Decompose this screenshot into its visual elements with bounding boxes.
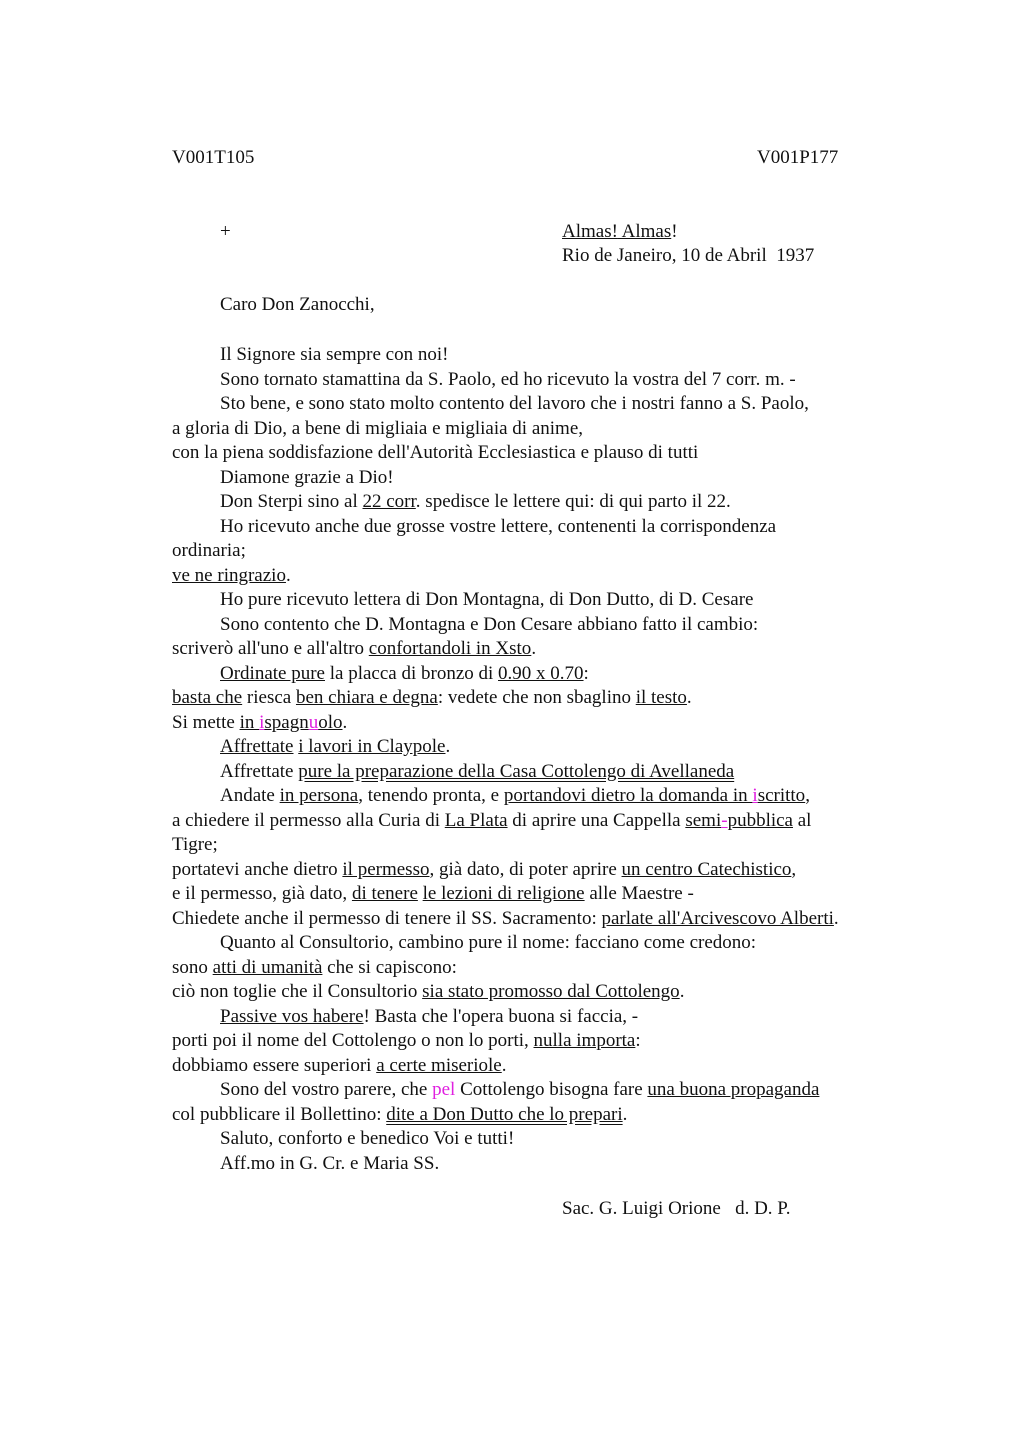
letter-line bbox=[220, 343, 448, 367]
text-segment: , bbox=[805, 785, 810, 806]
letter-line bbox=[172, 637, 536, 661]
emphasized-text: olo bbox=[318, 712, 343, 733]
letter-line bbox=[172, 417, 583, 441]
text-segment: riesca bbox=[242, 687, 296, 708]
text-segment: scriverò all'uno e all'altro bbox=[172, 638, 369, 659]
motto-part: Almas bbox=[617, 221, 672, 242]
text-segment: alle Maestre - bbox=[584, 883, 694, 904]
text-segment: Si mette bbox=[172, 712, 240, 733]
text-segment: Sto bene, e sono stato molto contento del lavoro che i nostri fanno a S. Paolo, bbox=[220, 393, 809, 414]
document-code-right: V001P177 bbox=[757, 147, 839, 168]
emphasized-text: dite a Don Dutto che lo prepari bbox=[386, 1104, 623, 1125]
text-segment: . bbox=[531, 638, 537, 659]
letter-line bbox=[172, 1029, 641, 1053]
letter-line bbox=[220, 515, 776, 539]
text-segment: . bbox=[445, 736, 451, 757]
letter-line bbox=[220, 735, 450, 759]
text-segment: Il Signore sia sempre con noi! bbox=[220, 344, 449, 365]
text-segment: . bbox=[686, 687, 692, 708]
emphasized-text: u bbox=[308, 712, 319, 733]
emphasized-text: confortandoli in Xsto bbox=[368, 638, 532, 659]
letter-line bbox=[220, 490, 731, 514]
emphasized-text: a certe miseriole bbox=[376, 1055, 502, 1076]
text-segment: Andate bbox=[220, 785, 280, 806]
emphasized-text: il testo bbox=[635, 687, 687, 708]
text-segment: Ho pure ricevuto lettera di Don Montagna, di Don Dutto, di D. Cesare bbox=[220, 589, 754, 610]
text-segment: Affrettate bbox=[220, 761, 299, 782]
text-segment: , già dato, di poter aprire bbox=[429, 859, 622, 880]
text-segment: la placca di bronzo di bbox=[324, 663, 499, 684]
emphasized-text: una buona propaganda bbox=[647, 1079, 820, 1100]
emphasized-text: in bbox=[239, 712, 260, 733]
text-segment: a chiedere il permesso alla Curia di bbox=[172, 810, 445, 831]
letter-line bbox=[172, 956, 457, 980]
emphasized-text: nulla importa bbox=[533, 1030, 636, 1051]
emphasized-text: portandovi dietro la domanda in bbox=[503, 785, 753, 806]
letter-line bbox=[172, 539, 246, 563]
text-segment: al bbox=[793, 810, 812, 831]
emphasized-text: atti di umanità bbox=[212, 957, 323, 978]
salutation: Caro Don Zanocchi, bbox=[220, 294, 375, 315]
emphasized-text: pubblica bbox=[727, 810, 793, 831]
text-segment: dobbiamo essere superiori bbox=[172, 1055, 377, 1076]
emphasized-text: i bbox=[259, 712, 265, 733]
emphasized-text: in persona bbox=[279, 785, 359, 806]
letter-line bbox=[172, 833, 218, 857]
letter-line bbox=[220, 368, 796, 392]
document-code-left: V001T105 bbox=[172, 147, 255, 168]
text-segment: ordinaria; bbox=[172, 540, 246, 561]
letter-line bbox=[172, 980, 684, 1004]
signature: Sac. G. Luigi Orione d. D. P. bbox=[562, 1198, 791, 1219]
emphasized-text: sia stato promosso dal Cottolengo bbox=[422, 981, 680, 1002]
text-segment: Ho ricevuto anche due grosse vostre lettere, contenenti la corrispondenza bbox=[220, 516, 777, 537]
letter-line bbox=[172, 882, 694, 906]
text-segment: , bbox=[791, 859, 797, 880]
emphasized-text: Affrettate bbox=[220, 736, 294, 757]
text-segment: portatevi anche dietro bbox=[172, 859, 343, 880]
text-segment: Don Sterpi sino al bbox=[220, 491, 363, 512]
emphasized-text: i lavori in Claypole bbox=[298, 736, 446, 757]
emphasized-text: 22 corr bbox=[362, 491, 416, 512]
emphasized-text: basta che bbox=[172, 687, 243, 708]
letter-line bbox=[220, 466, 394, 490]
emphasized-text: ben chiara e degna bbox=[295, 687, 438, 708]
letter-line bbox=[220, 760, 734, 784]
text-segment: Tigre; bbox=[172, 834, 218, 855]
text-segment: ! Basta che l'opera buona si faccia, - bbox=[363, 1006, 639, 1027]
emphasized-text: parlate all'Arcivescovo Alberti bbox=[601, 908, 834, 929]
letter-line bbox=[172, 564, 291, 588]
emphasized-text: pure la preparazione della Casa Cottolengo di Avellaneda bbox=[298, 761, 735, 782]
emphasized-text: Ordinate pure bbox=[220, 663, 325, 684]
emphasized-text: spagn bbox=[264, 712, 309, 733]
letter-line bbox=[220, 662, 589, 686]
text-segment: Cottolengo bisogna fare bbox=[455, 1079, 648, 1100]
emphasized-text: le lezioni di religione bbox=[422, 883, 585, 904]
text-segment: . bbox=[342, 712, 348, 733]
emphasized-text: ve ne ringrazio bbox=[172, 565, 286, 586]
motto-part: Almas! bbox=[562, 221, 618, 242]
text-segment: con la piena soddisfazione dell'Autorità Ecclesiastica e plauso di tutti bbox=[172, 442, 699, 463]
letter-line bbox=[220, 392, 809, 416]
text-segment: Aff.mo in G. Cr. e Maria SS. bbox=[220, 1153, 440, 1174]
letter-line bbox=[172, 441, 698, 465]
letter-line bbox=[172, 858, 796, 882]
text-segment: Sono del vostro parere, che bbox=[220, 1079, 433, 1100]
text-segment: a gloria di Dio, a bene di migliaia e migliaia di anime, bbox=[172, 418, 584, 439]
letter-line bbox=[172, 809, 811, 833]
text-segment: sono bbox=[172, 957, 213, 978]
text-segment: Chiedete anche il permesso di tenere il SS. Sacramento: bbox=[172, 908, 602, 929]
emphasized-text: 0.90 x 0.70 bbox=[498, 663, 584, 684]
text-segment: : bbox=[583, 663, 589, 684]
letter-line bbox=[220, 1127, 514, 1151]
emphasized-text: pel bbox=[432, 1079, 456, 1100]
text-segment: . bbox=[622, 1104, 628, 1125]
emphasized-text: di tenere bbox=[351, 883, 418, 904]
emphasized-text: il permesso bbox=[342, 859, 430, 880]
text-segment: ciò non toglie che il Consultorio bbox=[172, 981, 423, 1002]
text-segment: Quanto al Consultorio, cambino pure il nome: facciano come credono: bbox=[220, 932, 757, 953]
text-segment: Diamone grazie a Dio! bbox=[220, 467, 394, 488]
letter-line bbox=[172, 711, 347, 735]
text-segment: . bbox=[285, 565, 291, 586]
text-segment: , tenendo pronta, e bbox=[358, 785, 504, 806]
text-segment: Saluto, conforto e benedico Voi e tutti! bbox=[220, 1128, 515, 1149]
letter-line bbox=[220, 1078, 819, 1102]
text-segment: col pubblicare il Bollettino: bbox=[172, 1104, 387, 1125]
text-segment: Sono tornato stamattina da S. Paolo, ed ho ricevuto la vostra del 7 corr. m. - bbox=[220, 369, 796, 390]
text-segment: e il permesso, già dato, bbox=[172, 883, 352, 904]
emphasized-text: - bbox=[721, 810, 728, 831]
text-segment: : vedete che non sbaglino bbox=[437, 687, 636, 708]
letter-line bbox=[220, 784, 810, 808]
text-segment: . spedisce le lettere qui: di qui parto il 22. bbox=[415, 491, 731, 512]
emphasized-text: un centro Catechistico bbox=[621, 859, 792, 880]
emphasized-text: scritto bbox=[757, 785, 806, 806]
motto-part: ! bbox=[671, 221, 678, 242]
text-segment: . bbox=[501, 1055, 507, 1076]
motto bbox=[562, 221, 678, 243]
emphasized-text: Passive vos habere bbox=[220, 1006, 364, 1027]
letter-line bbox=[172, 1103, 627, 1127]
letter-line bbox=[220, 588, 753, 612]
letter-line bbox=[220, 613, 758, 637]
letter-line bbox=[220, 1152, 439, 1176]
text-segment: Sono contento che D. Montagna e Don Cesare abbiano fatto il cambio: bbox=[220, 614, 759, 635]
letter-line bbox=[172, 686, 692, 710]
cross-mark: + bbox=[220, 221, 231, 242]
place-date: Rio de Janeiro, 10 de Abril 1937 bbox=[562, 245, 815, 266]
text-segment: : bbox=[635, 1030, 641, 1051]
letter-line bbox=[172, 1054, 507, 1078]
emphasized-text: semi bbox=[685, 810, 722, 831]
letter-line bbox=[220, 931, 756, 955]
text-segment: che si capiscono: bbox=[322, 957, 457, 978]
emphasized-text: La Plata bbox=[444, 810, 508, 831]
emphasized-text: i bbox=[752, 785, 758, 806]
letter-line bbox=[220, 1005, 638, 1029]
text-segment: . bbox=[679, 981, 685, 1002]
text-segment: . bbox=[833, 908, 839, 929]
text-segment: porti poi il nome del Cottolengo o non lo porti, bbox=[172, 1030, 534, 1051]
text-segment: di aprire una Cappella bbox=[507, 810, 686, 831]
letter-line bbox=[172, 907, 839, 931]
